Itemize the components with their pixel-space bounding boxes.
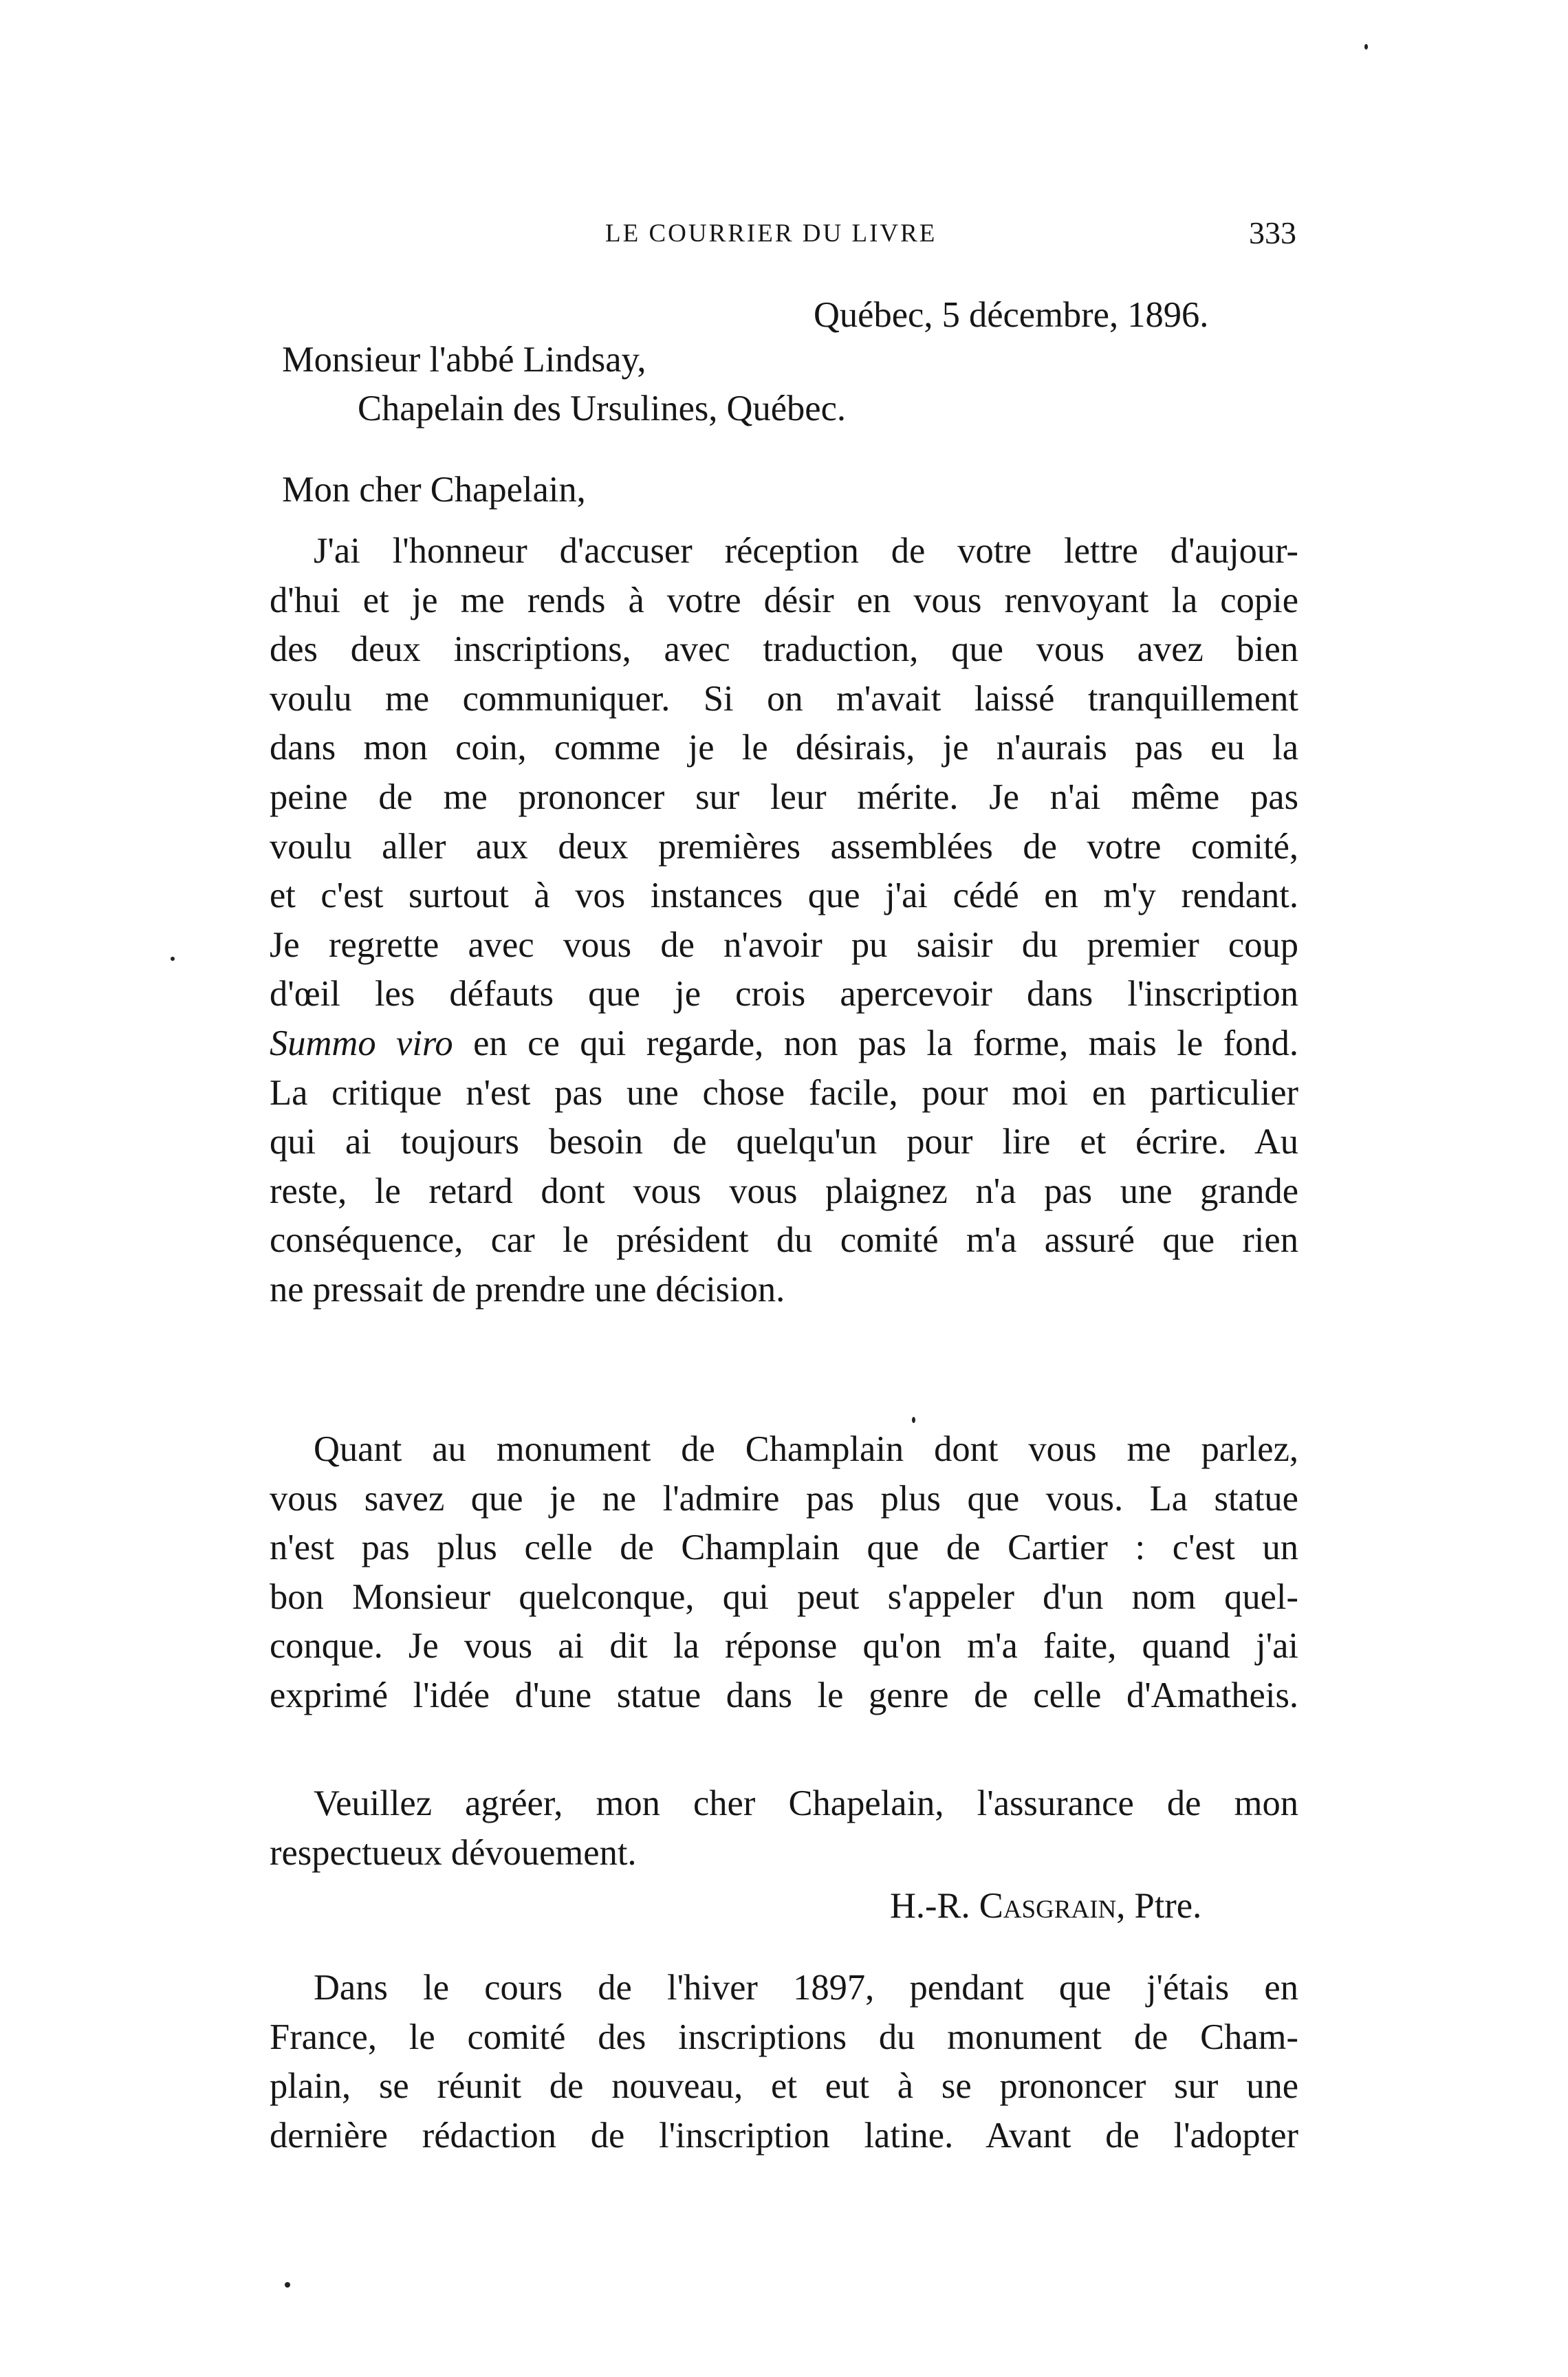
text-line: reste, le retard dont vous vous plaignez n'a pas une grande	[270, 1171, 1298, 1211]
signature-suffix: , Ptre.	[1116, 1886, 1202, 1926]
text-line: conséquence, car le président du comité m'a assuré que rien	[270, 1220, 1298, 1261]
letter-dateline: Québec, 5 décembre, 1896.	[814, 295, 1209, 335]
running-title: LE COURRIER DU LIVRE	[605, 219, 937, 248]
text-line: n'est pas plus celle de Champlain que de Cartier : c'est un	[270, 1528, 1298, 1568]
addressee-line-1: Monsieur l'abbé Lindsay,	[282, 340, 646, 380]
text-line: plain, se réunit de nouveau, et eut à se prononcer sur une	[270, 2066, 1298, 2107]
text-line: vous savez que je ne l'admire pas plus que vous. La statue	[270, 1478, 1298, 1519]
text-line: ne pressait de prendre une décision.	[270, 1270, 785, 1310]
text-line: conque. Je vous ai dit la réponse qu'on m'a faite, quand j'ai	[270, 1626, 1298, 1667]
page-number: 333	[1249, 215, 1296, 250]
text-line: voulu aller aux deux premières assemblées de votre comité,	[270, 826, 1298, 867]
signature	[890, 1888, 1201, 1924]
text-line: d'œil les défauts que je crois apercevoir dans l'inscription	[270, 974, 1298, 1014]
italic-phrase: Summo viro	[270, 1023, 453, 1063]
print-speck	[912, 1417, 915, 1423]
text-line: dernière rédaction de l'inscription latine. Avant de l'adopter	[270, 2115, 1298, 2156]
text-line: La critique n'est pas une chose facile, pour moi en particulier	[270, 1072, 1298, 1113]
text-line: Je regrette avec vous de n'avoir pu saisir du premier coup	[270, 924, 1298, 965]
addressee-line-2: Chapelain des Ursulines, Québec.	[358, 389, 847, 428]
text-line: Dans le cours de l'hiver 1897, pendant que j'étais en	[314, 1968, 1298, 2008]
text-line: et c'est surtout à vos instances que j'ai cédé en m'y rendant.	[270, 876, 1298, 916]
text-line: dans mon coin, comme je le désirais, je n'aurais pas eu la	[270, 728, 1298, 768]
signature-name: H.-R. Casgrain	[890, 1886, 1117, 1926]
text-line: Quant au monument de Champlain dont vous me parlez,	[314, 1429, 1298, 1469]
text-line: respectueux dévouement.	[270, 1832, 637, 1873]
text-line: bon Monsieur quelconque, qui peut s'appeler d'un nom quel-	[270, 1576, 1298, 1617]
text-line: peine de me prononcer sur leur mérite. Je n'ai même pas	[270, 777, 1298, 817]
text-line: qui ai toujours besoin de quelqu'un pour lire et écrire. Au	[270, 1122, 1298, 1162]
print-speck	[1364, 44, 1368, 50]
text-line-italic	[270, 1025, 1298, 1062]
text-line: France, le comité des inscriptions du monument de Cham-	[270, 2017, 1298, 2057]
text-line: J'ai l'honneur d'accuser réception de votre lettre d'aujour-	[314, 531, 1298, 571]
text-line: Veuillez agréer, mon cher Chapelain, l'assurance de mon	[314, 1783, 1298, 1823]
line-remainder: en ce qui regarde, non pas la forme, mais le fond.	[453, 1023, 1298, 1063]
text-line: d'hui et je me rends à votre désir en vous renvoyant la copie	[270, 580, 1298, 620]
print-speck	[171, 957, 175, 961]
print-speck	[285, 2282, 290, 2288]
text-line: voulu me communiquer. Si on m'avait laissé tranquillement	[270, 678, 1298, 719]
text-line: exprimé l'idée d'une statue dans le genre de celle d'Amatheis.	[270, 1675, 1298, 1715]
text-line: des deux inscriptions, avec traduction, que vous avez bien	[270, 629, 1298, 670]
salutation: Mon cher Chapelain,	[282, 470, 586, 510]
